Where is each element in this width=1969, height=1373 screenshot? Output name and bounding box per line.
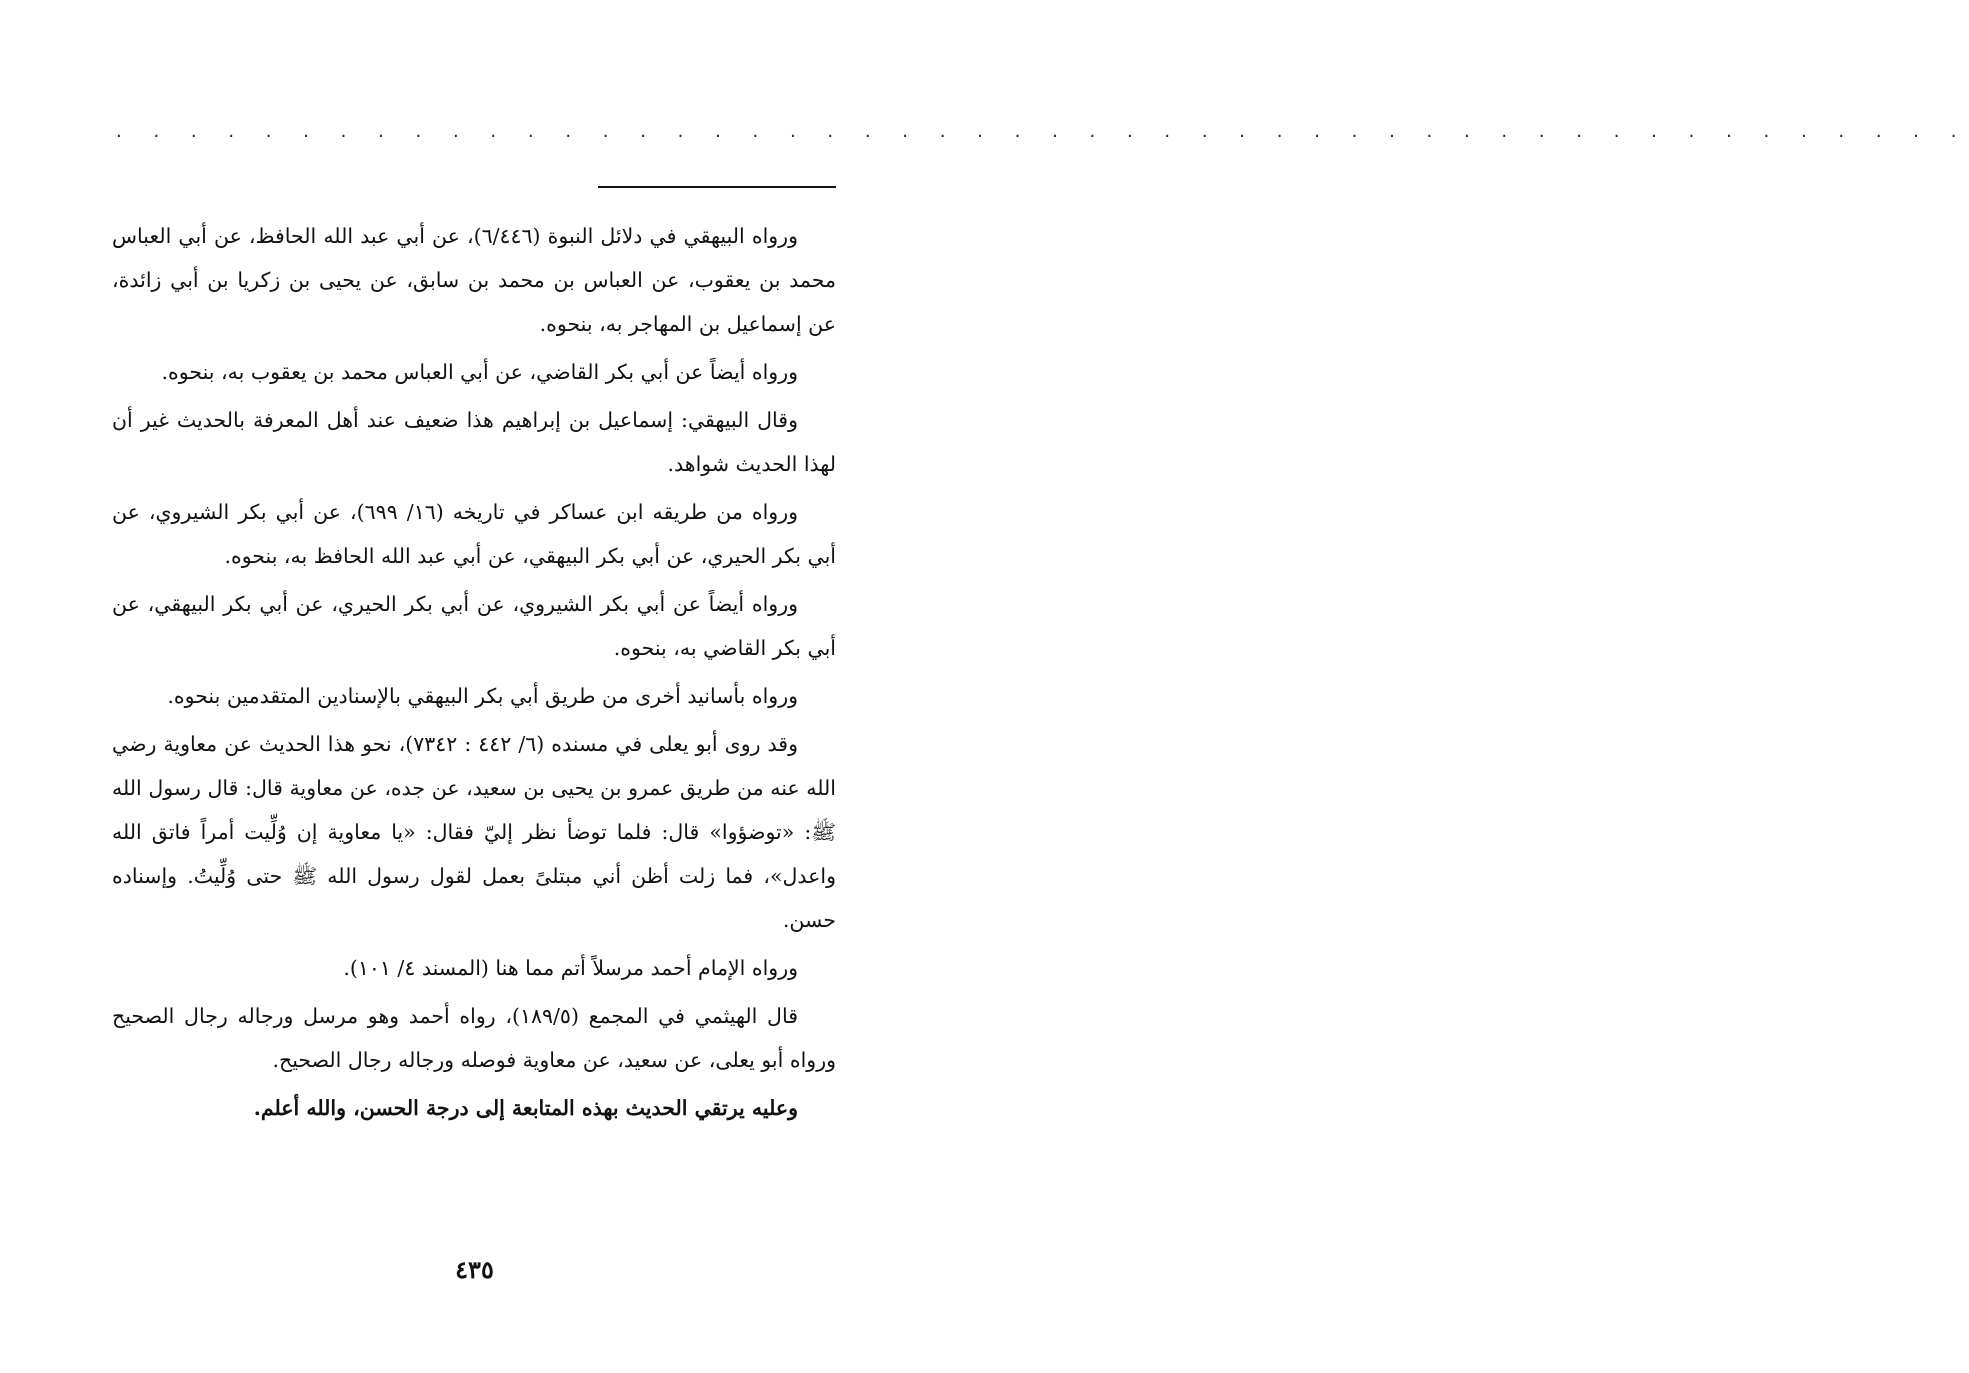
- footnote-body: [112, 214, 836, 1134]
- paragraph-ahmad: ورواه الإمام أحمد مرسلاً أتم مما هنا (المسند ٤/ ١٠١).: [343, 956, 798, 980]
- paragraph-conclusion: وعليه يرتقي الحديث بهذه المتابعة إلى درجة الحسن، والله أعلم.: [253, 1096, 798, 1120]
- paragraph-bayhaqi-comment: وقال البيهقي: إسماعيل بن إبراهيم هذا ضعيف عند أهل المعرفة بالحديث غير أن لهذا الحديث شواهد.: [112, 408, 836, 476]
- paragraph-shirawi: ورواه أيضاً عن أبي بكر الشيروي، عن أبي بكر الحيري، عن أبي بكر البيهقي، عن أبي بكر القاضي به، بنحوه.: [112, 592, 836, 660]
- paragraph-bayhaqi-qadi: ورواه أيضاً عن أبي بكر القاضي، عن أبي العباس محمد بن يعقوب به، بنحوه.: [161, 360, 798, 384]
- separator-dots: . . . . . . . . . . . . . . . . . . . . . . . . . . . . . . . . . . . . . . . . . . . . . . . . . .: [116, 121, 1969, 142]
- paragraph-other-chains: ورواه بأسانيد أخرى من طريق أبي بكر البيهقي بالإسنادين المتقدمين بنحوه.: [167, 684, 798, 708]
- paragraph-haythami: قال الهيثمي في المجمع (١٨٩/٥)، رواه أحمد وهو مرسل ورجاله رجال الصحيح ورواه أبو يعلى، عن سعيد، عن معاوية فوصله ورجاله رجال الصحيح.: [112, 1004, 836, 1072]
- paragraph-ibn-asakir: ورواه من طريقه ابن عساكر في تاريخه (١٦/ ٦٩٩)، عن أبي بكر الشيروي، عن أبي بكر الحيري، عن أبي بكر البيهقي، عن أبي عبد الله الحافظ به، بنحوه.: [112, 500, 836, 568]
- paragraph-abu-yala: وقد روى أبو يعلى في مسنده (٦/ ٤٤٢ : ٧٣٤٢)، نحو هذا الحديث عن معاوية رضي الله عنه من طريق عمرو بن يحيى بن سعيد، عن جده، عن معاوية قال: قال رسول الله ﷺ: «توضؤوا» قال: فلما توضأ نظر إليّ فقال: «يا معاوية إن وُلِّيت أمراً فاتق الله واعدل»، فما زلت أظن أني مبتلىً بعمل لقول رسول الله ﷺ حتى وُلِّيتُ. وإسناده حسن.: [112, 732, 836, 932]
- paragraph-bayhaqi-dalail: ورواه البيهقي في دلائل النبوة (٦/٤٤٦)، عن أبي عبد الله الحافظ، عن أبي العباس محمد بن يعقوب، عن العباس بن محمد بن سابق، عن يحيى بن زكريا بن أبي زائدة، عن إسماعيل بن المهاجر به، بنحوه.: [112, 224, 836, 336]
- page-number: ٤٣٥: [455, 1255, 494, 1284]
- footnote-rule: [598, 186, 836, 188]
